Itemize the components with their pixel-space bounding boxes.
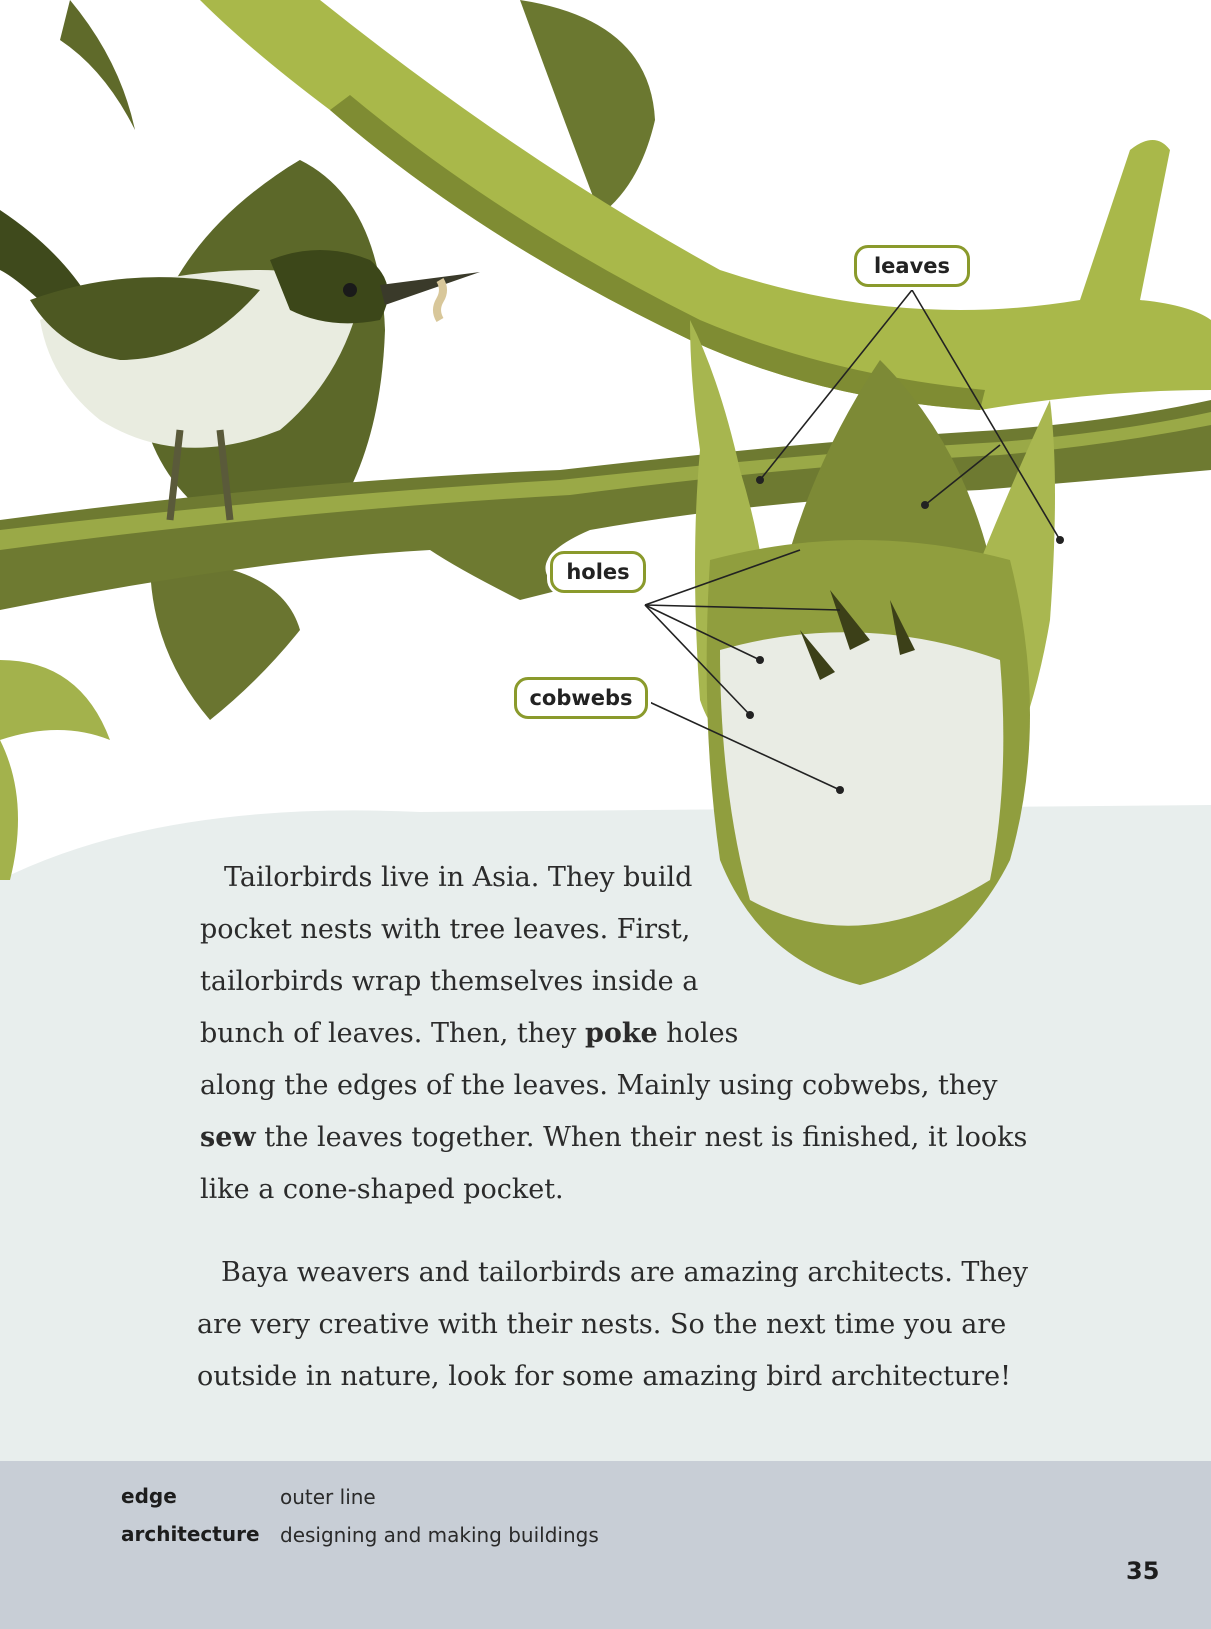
para2-line1: Baya weavers and tailorbirds are amazing architects. They xyxy=(221,1257,1028,1288)
leaf-below-branch xyxy=(150,560,300,720)
bird-eye xyxy=(343,283,357,297)
page-number: 35 xyxy=(1126,1557,1160,1585)
label-holes: holes xyxy=(550,551,646,593)
para1-line5: along the edges of the leaves. Mainly using cobwebs, they xyxy=(200,1070,998,1101)
label-cobwebs: cobwebs xyxy=(514,677,648,719)
para1-line7: like a cone-shaped pocket. xyxy=(200,1174,564,1205)
para1-line1: Tailorbirds live in Asia. They build xyxy=(224,862,693,893)
glossary-term-architecture: architecture xyxy=(121,1522,260,1546)
para1-line2: pocket nests with tree leaves. First, xyxy=(200,914,691,945)
para1-line4 xyxy=(200,1008,1027,1060)
para1-term-sew: sew xyxy=(200,1122,256,1153)
para1-line3: tailorbirds wrap themselves inside a xyxy=(200,966,699,997)
paragraph-tailorbirds xyxy=(200,852,1027,1216)
glossary-term-edge: edge xyxy=(121,1484,177,1508)
para2-line3: outside in nature, look for some amazing bird architecture! xyxy=(197,1361,1011,1392)
bird-beak xyxy=(380,272,480,305)
para2-line2: are very creative with their nests. So the next time you are xyxy=(197,1309,1007,1340)
glossary-box xyxy=(0,1461,1211,1629)
paragraph-architects xyxy=(197,1247,1028,1403)
para1-term-poke: poke xyxy=(584,1018,658,1049)
para1-line6 xyxy=(200,1112,1027,1164)
top-leaf-left xyxy=(60,0,135,130)
label-leaves: leaves xyxy=(854,245,970,287)
para1-line4-before: bunch of leaves. Then, they xyxy=(200,1018,585,1049)
glossary-definition-architecture: designing and making buildings xyxy=(280,1523,599,1547)
para1-line4-after: holes xyxy=(657,1018,739,1049)
para1-line6-after: the leaves together. When their nest is finished, it looks xyxy=(255,1122,1028,1153)
glossary-definition-edge: outer line xyxy=(280,1485,376,1509)
